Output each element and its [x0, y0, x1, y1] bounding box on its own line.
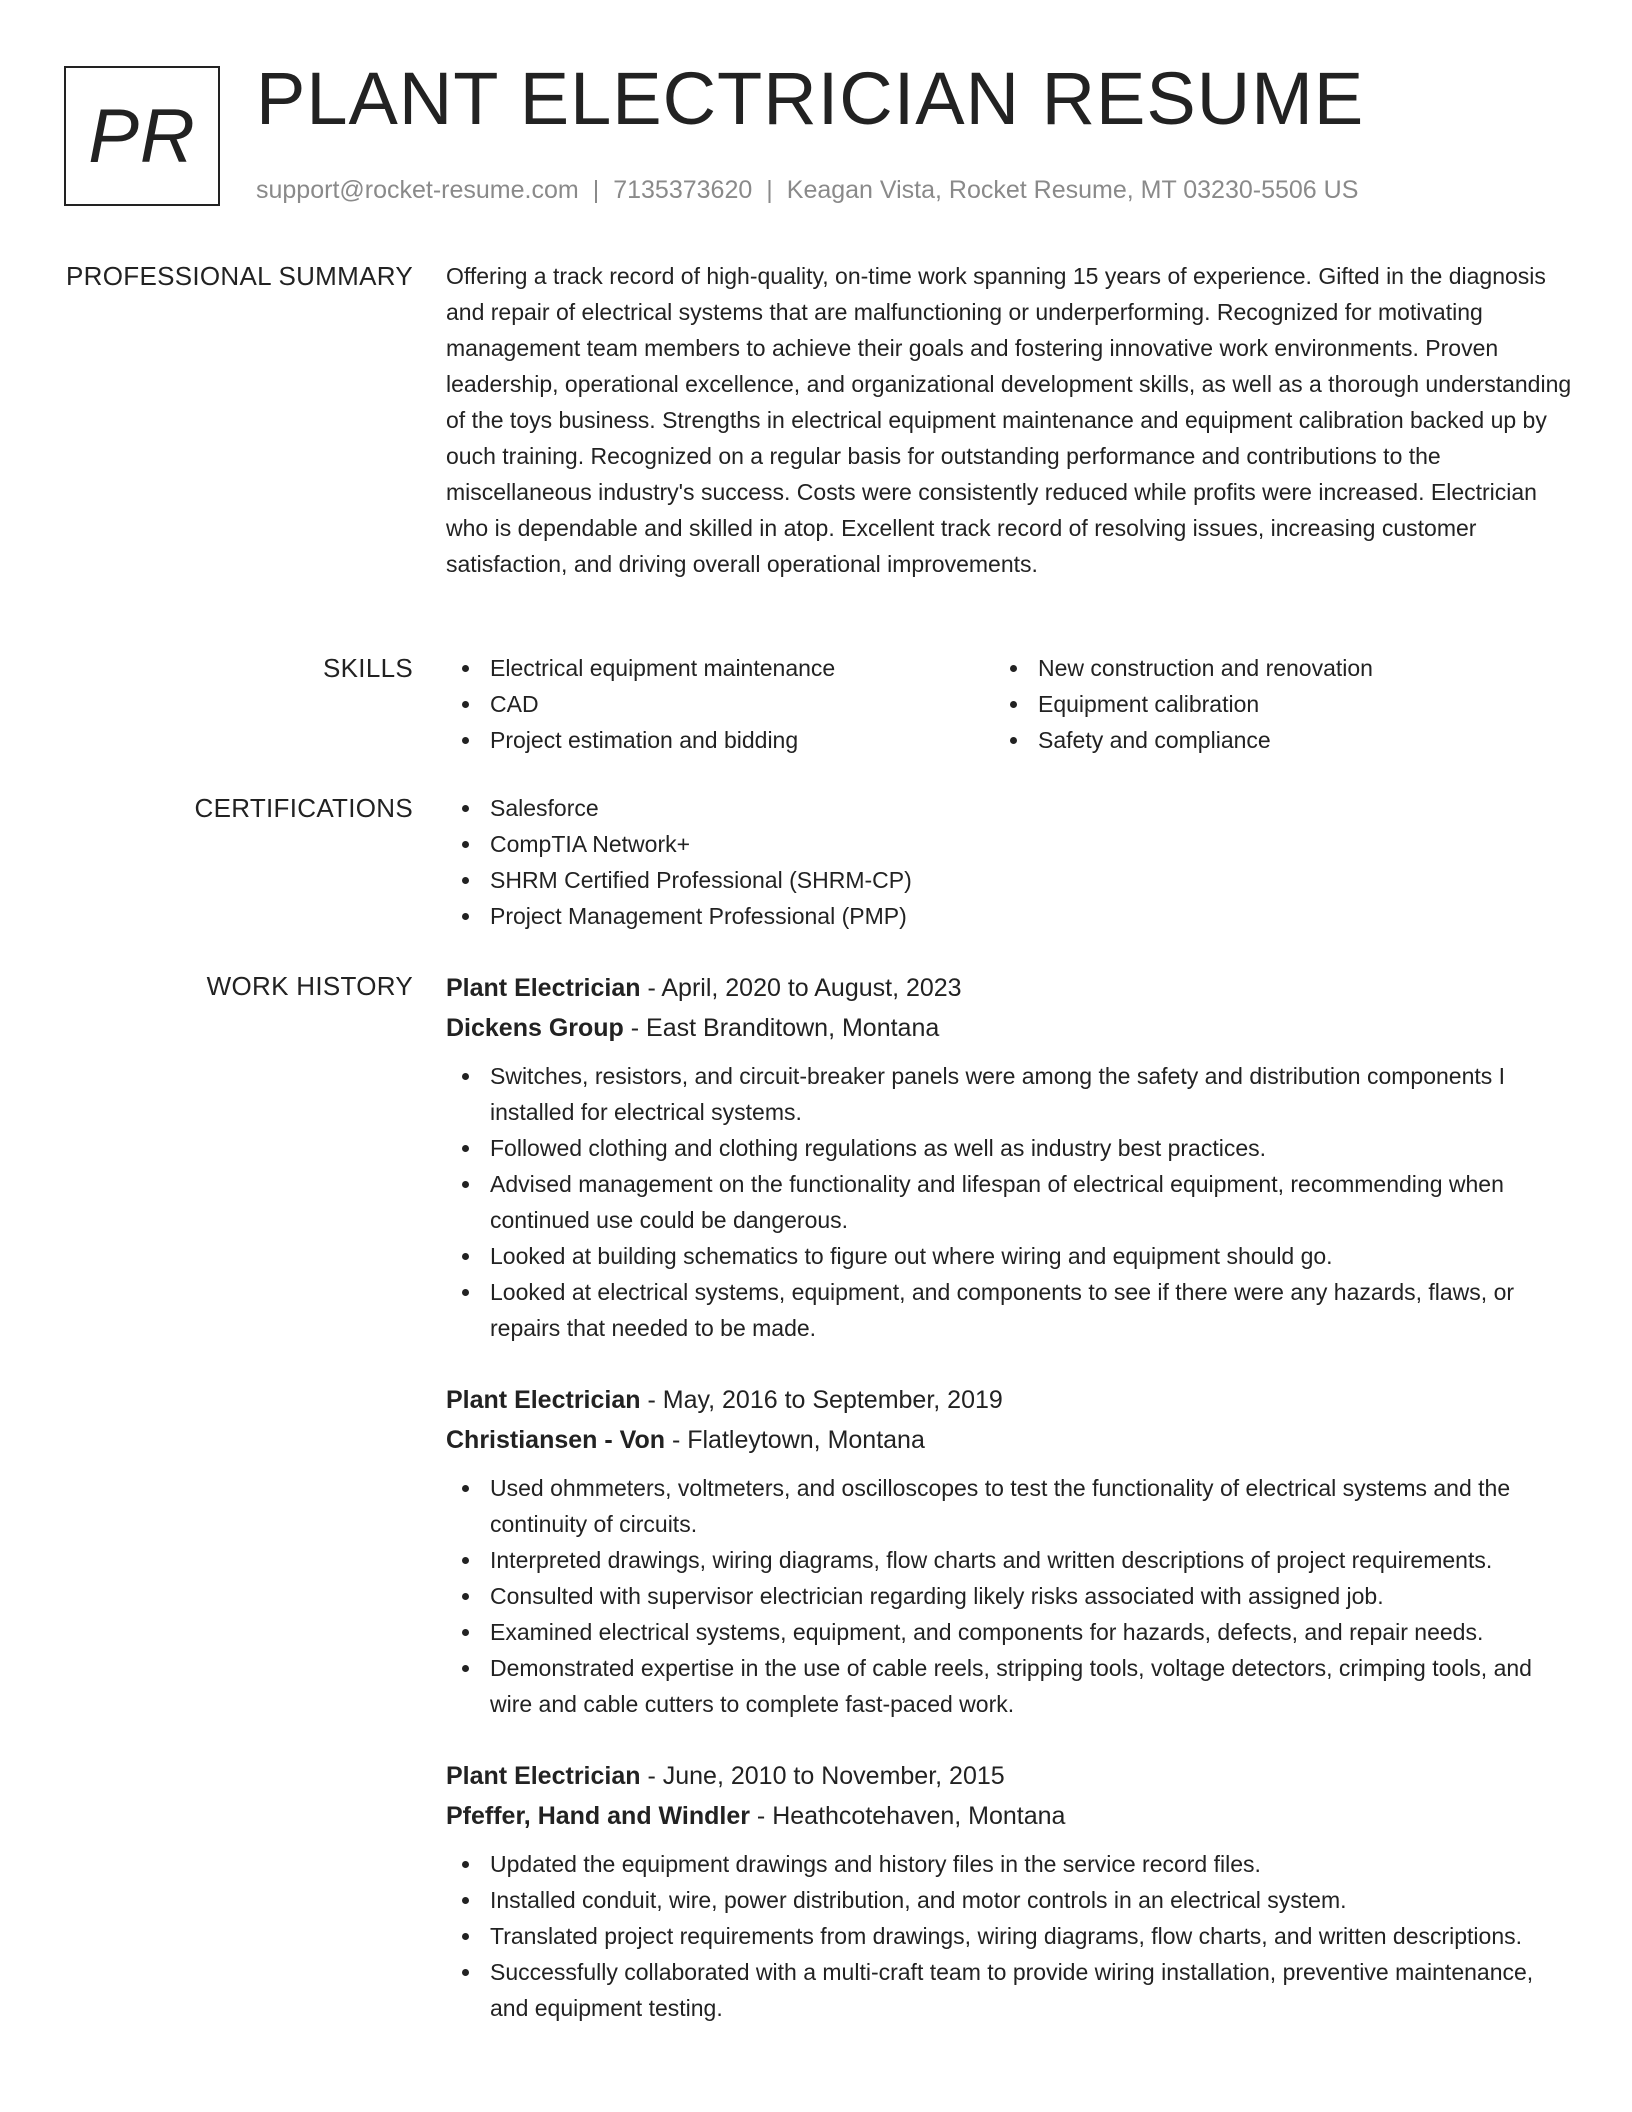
job-bullet: Translated project requirements from drawings, wiring diagrams, flow charts, and written descriptions.	[446, 1918, 1576, 1954]
certification-item: SHRM Certified Professional (SHRM-CP)	[446, 862, 1576, 898]
job-company: Dickens Group	[446, 1014, 624, 1042]
job-bullet: Advised management on the functionality and lifespan of electrical equipment, recommending when continued use could be dangerous.	[446, 1166, 1576, 1238]
skill-item: Project estimation and bidding	[446, 722, 994, 758]
job-location: - Heathcotehaven, Montana	[749, 1802, 1066, 1830]
certification-item: CompTIA Network+	[446, 826, 1576, 862]
job-dates: - May, 2016 to September, 2019	[640, 1386, 1003, 1414]
section-label-skills: SKILLS	[323, 653, 413, 683]
job-company-line	[446, 1796, 1576, 1836]
skills-list-right	[994, 650, 1542, 758]
job-title: Plant Electrician	[446, 1386, 641, 1414]
job-company: Pfeffer, Hand and Windler	[446, 1802, 750, 1830]
job-bullet: Consulted with supervisor electrician regarding likely risks associated with assigned job.	[446, 1578, 1576, 1614]
section-label-summary: PROFESSIONAL SUMMARY	[66, 261, 413, 291]
job-entry	[446, 1756, 1576, 2026]
job-dates: - June, 2010 to November, 2015	[640, 1762, 1005, 1790]
job-bullet: Updated the equipment drawings and history files in the service record files.	[446, 1846, 1576, 1882]
job-dates: - April, 2020 to August, 2023	[640, 974, 962, 1002]
job-bullet: Examined electrical systems, equipment, and components for hazards, defects, and repair needs.	[446, 1614, 1576, 1650]
certifications-list	[446, 790, 1576, 934]
job-title: Plant Electrician	[446, 1762, 641, 1790]
job-company-line	[446, 1420, 1576, 1460]
job-bullet: Interpreted drawings, wiring diagrams, flow charts and written descriptions of project requirements.	[446, 1542, 1576, 1578]
contact-separator: |	[592, 176, 600, 204]
job-title: Plant Electrician	[446, 974, 641, 1002]
job-bullet: Looked at building schematics to figure out where wiring and equipment should go.	[446, 1238, 1576, 1274]
job-bullet: Installed conduit, wire, power distribution, and motor controls in an electrical system.	[446, 1882, 1576, 1918]
monogram-initials: PR	[88, 93, 196, 179]
skills-list-left	[446, 650, 994, 758]
job-bullets	[446, 1470, 1576, 1722]
job-location: - Flatleytown, Montana	[665, 1426, 925, 1454]
job-bullet: Demonstrated expertise in the use of cable reels, stripping tools, voltage detectors, crimping tools, and wire and cable cutters to complete fast-paced work.	[446, 1650, 1576, 1722]
monogram-box	[64, 66, 220, 206]
summary-text: Offering a track record of high-quality, on-time work spanning 15 years of experience. Gifted in the diagnosis and repair of electrical systems that are malfunctioning or underperforming. Recognized for motivating management team members to achieve their goals and fostering innovative work environments. Proven leadership, operational excellence, and organizational development skills, as well as a thorough understanding of the toys business. Strengths in electrical equipment maintenance and equipment calibration backed up by ouch training. Recognized on a regular basis for outstanding performance and contributions to the miscellaneous industry's success. Costs were consistently reduced while profits were increased. Electrician who is dependable and skilled in atop. Excellent track record of resolving issues, increasing customer satisfaction, and driving overall operational improvements.	[446, 263, 1572, 577]
job-location: - East Branditown, Montana	[623, 1014, 940, 1042]
job-bullet: Used ohmmeters, voltmeters, and oscilloscopes to test the functionality of electrical systems and the continuity of circuits.	[446, 1470, 1576, 1542]
job-title-line	[446, 1756, 1576, 1796]
section-label-work-history: WORK HISTORY	[206, 971, 413, 1001]
skill-item: New construction and renovation	[994, 650, 1542, 686]
resume-title: PLANT ELECTRICIAN RESUME	[256, 57, 1365, 140]
certification-item: Salesforce	[446, 790, 1576, 826]
contact-separator: |	[766, 176, 773, 204]
job-bullets	[446, 1846, 1576, 2026]
job-company-line	[446, 1008, 1576, 1048]
contact-line	[256, 176, 1358, 205]
skill-item: Safety and compliance	[994, 722, 1542, 758]
job-company: Christiansen - Von	[446, 1426, 666, 1454]
certification-item: Project Management Professional (PMP)	[446, 898, 1576, 934]
job-bullets	[446, 1058, 1576, 1346]
job-title-line	[446, 968, 1576, 1008]
contact-address: Keagan Vista, Rocket Resume, MT 03230-5506 US	[786, 176, 1359, 204]
skill-item: Equipment calibration	[994, 686, 1542, 722]
skill-item: Electrical equipment maintenance	[446, 650, 994, 686]
contact-email[interactable]: support@rocket-resume.com	[256, 176, 579, 204]
contact-phone[interactable]: 7135373620	[613, 176, 753, 204]
skill-item: CAD	[446, 686, 994, 722]
job-bullet: Successfully collaborated with a multi-craft team to provide wiring installation, preventive maintenance, and equipment testing.	[446, 1954, 1576, 2026]
job-title-line	[446, 1380, 1576, 1420]
job-bullet: Switches, resistors, and circuit-breaker panels were among the safety and distribution components I installed for electrical systems.	[446, 1058, 1576, 1130]
job-bullet: Looked at electrical systems, equipment, and components to see if there were any hazards, flaws, or repairs that needed to be made.	[446, 1274, 1576, 1346]
job-bullet: Followed clothing and clothing regulations as well as industry best practices.	[446, 1130, 1576, 1166]
job-entry	[446, 968, 1576, 1346]
section-label-certifications: CERTIFICATIONS	[194, 793, 413, 823]
job-entry	[446, 1380, 1576, 1722]
